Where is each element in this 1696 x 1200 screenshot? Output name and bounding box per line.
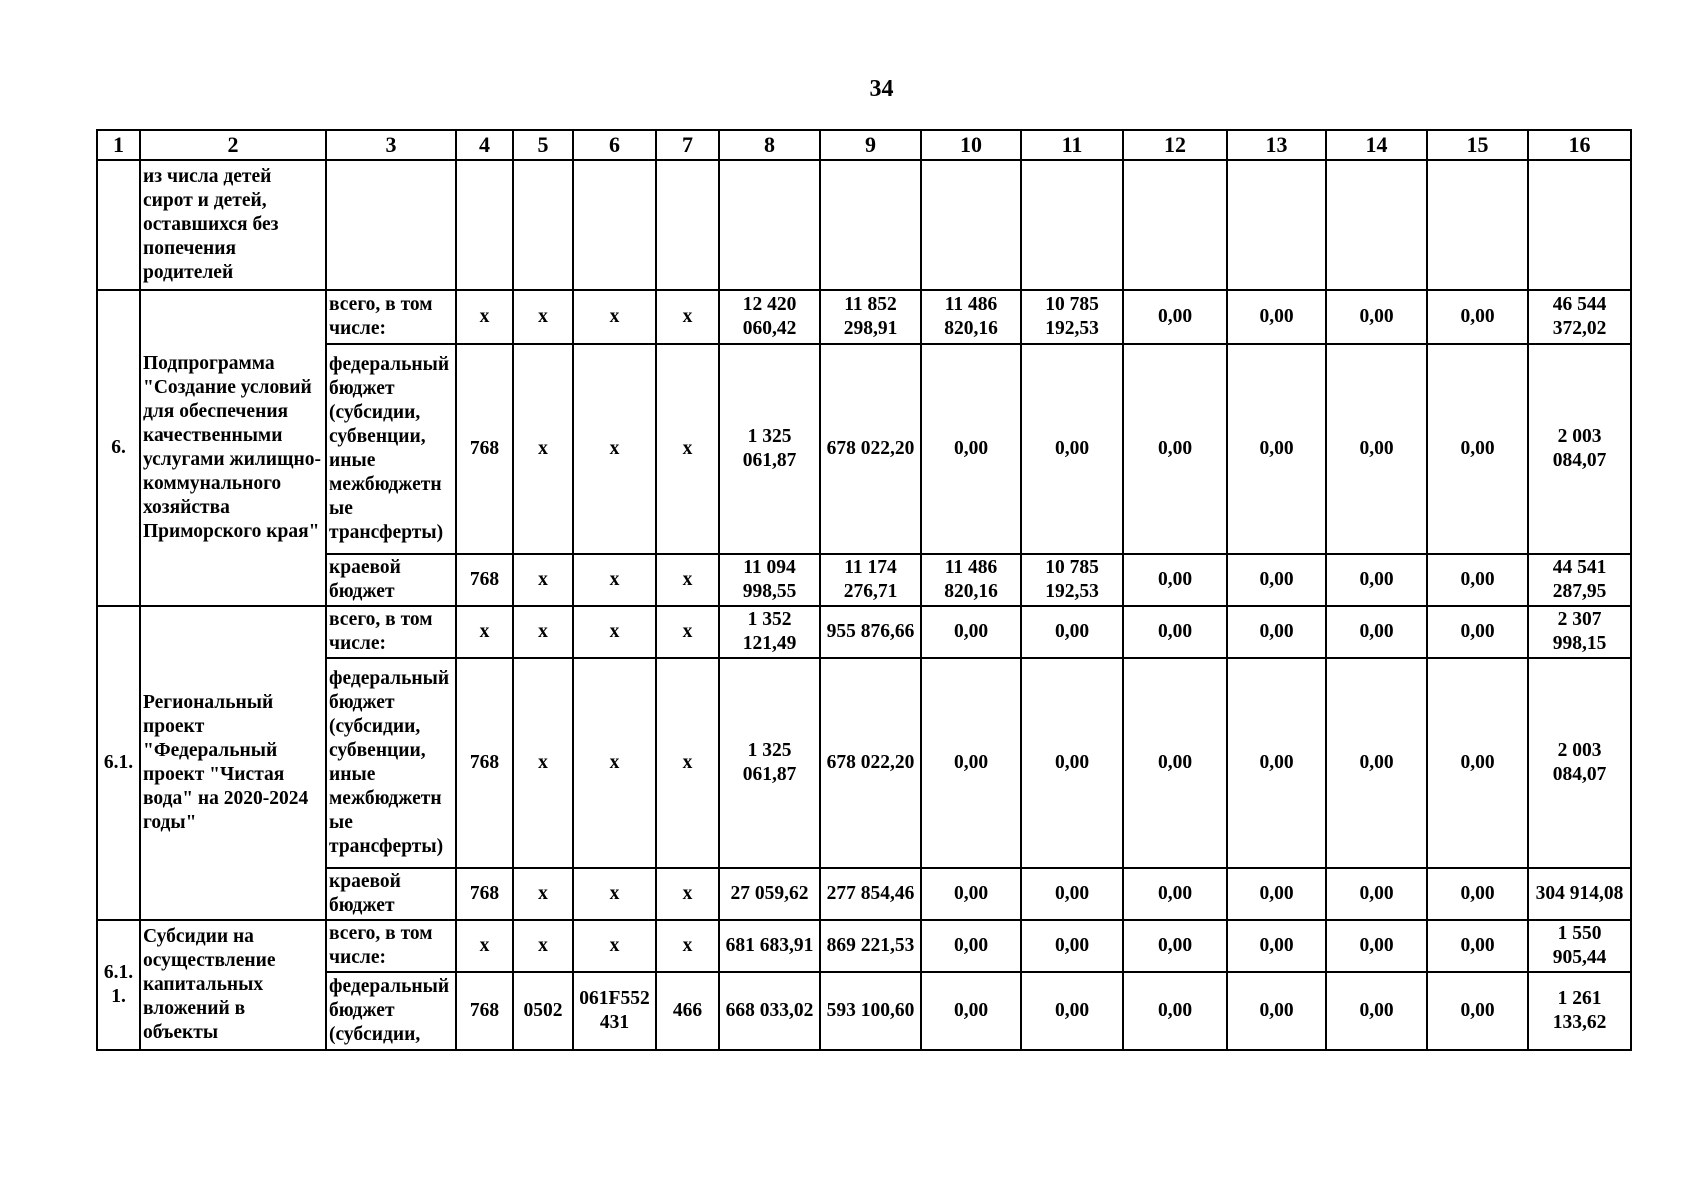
cell: 0,00 bbox=[1227, 606, 1326, 658]
cell: 0,00 bbox=[921, 972, 1021, 1050]
cell: х bbox=[656, 868, 719, 920]
cell: х bbox=[513, 868, 573, 920]
cell: 1 261 133,62 bbox=[1528, 972, 1631, 1050]
cell: 768 bbox=[456, 868, 513, 920]
cell: 668 033,02 bbox=[719, 972, 820, 1050]
cell: 0,00 bbox=[1123, 606, 1227, 658]
table-row bbox=[97, 290, 1631, 344]
cell: х bbox=[573, 658, 656, 868]
cell: х bbox=[573, 920, 656, 972]
cell: х bbox=[656, 344, 719, 554]
cell: 2 003 084,07 bbox=[1528, 344, 1631, 554]
cell: х bbox=[456, 606, 513, 658]
cell: 0,00 bbox=[1227, 972, 1326, 1050]
cell: 0,00 bbox=[921, 344, 1021, 554]
cell: х bbox=[573, 344, 656, 554]
row-number: 6.1.1. bbox=[97, 920, 140, 1050]
cell: 0,00 bbox=[1123, 658, 1227, 868]
cell: 0502 bbox=[513, 972, 573, 1050]
table-row bbox=[97, 344, 1631, 554]
cell: 0,00 bbox=[1427, 658, 1528, 868]
header-cell: 6 bbox=[573, 130, 656, 160]
cell: 0,00 bbox=[1227, 920, 1326, 972]
budget-source: краевой бюджет bbox=[326, 868, 456, 920]
budget-source: федеральный бюджет (субсидии, bbox=[326, 972, 456, 1050]
cell: 2 003 084,07 bbox=[1528, 658, 1631, 868]
cell: 0,00 bbox=[1427, 972, 1528, 1050]
header-cell: 11 bbox=[1021, 130, 1123, 160]
header-cell: 5 bbox=[513, 130, 573, 160]
cell: 11 486 820,16 bbox=[921, 290, 1021, 344]
budget-source: федеральный бюджет (субсидии, субвенции, иные межбюджетные трансферты) bbox=[326, 344, 456, 554]
cell: х bbox=[513, 344, 573, 554]
header-cell: 3 bbox=[326, 130, 456, 160]
header-cell: 4 bbox=[456, 130, 513, 160]
cell: х bbox=[573, 290, 656, 344]
cell: 0,00 bbox=[1123, 290, 1227, 344]
cell: 0,00 bbox=[1326, 658, 1427, 868]
cell: 0,00 bbox=[921, 868, 1021, 920]
header-cell: 15 bbox=[1427, 130, 1528, 160]
header-cell: 7 bbox=[656, 130, 719, 160]
row-number: 6. bbox=[97, 290, 140, 606]
header-cell: 2 bbox=[140, 130, 326, 160]
header-cell: 9 bbox=[820, 130, 921, 160]
header-cell: 12 bbox=[1123, 130, 1227, 160]
cell: 768 bbox=[456, 658, 513, 868]
header-row bbox=[97, 130, 1631, 160]
cell: 0,00 bbox=[1123, 972, 1227, 1050]
cell: 061F552431 bbox=[573, 972, 656, 1050]
cell: х bbox=[573, 606, 656, 658]
row-number: 6.1. bbox=[97, 606, 140, 920]
budget-source: всего, в том числе: bbox=[326, 606, 456, 658]
cell: 0,00 bbox=[1227, 868, 1326, 920]
table-row bbox=[97, 920, 1631, 972]
cell: 11 174 276,71 bbox=[820, 554, 921, 606]
cell: х bbox=[456, 290, 513, 344]
cell: 0,00 bbox=[1427, 344, 1528, 554]
cell: 27 059,62 bbox=[719, 868, 820, 920]
cell: 0,00 bbox=[1227, 344, 1326, 554]
cell: 768 bbox=[456, 972, 513, 1050]
budget-source: всего, в том числе: bbox=[326, 920, 456, 972]
budget-source: федеральный бюджет (субсидии, субвенции, иные межбюджетные трансферты) bbox=[326, 658, 456, 868]
cell: 0,00 bbox=[1427, 868, 1528, 920]
cell: 0,00 bbox=[1427, 606, 1528, 658]
cell: 10 785 192,53 bbox=[1021, 290, 1123, 344]
cell: 869 221,53 bbox=[820, 920, 921, 972]
cell: 0,00 bbox=[1427, 290, 1528, 344]
cell: 0,00 bbox=[1021, 972, 1123, 1050]
cell: 1 325 061,87 bbox=[719, 658, 820, 868]
cell: 0,00 bbox=[921, 658, 1021, 868]
budget-table bbox=[96, 129, 1632, 1051]
header-cell: 16 bbox=[1528, 130, 1631, 160]
cell: 304 914,08 bbox=[1528, 868, 1631, 920]
cell: х bbox=[656, 554, 719, 606]
cell: х bbox=[656, 290, 719, 344]
cell: 11 852 298,91 bbox=[820, 290, 921, 344]
cell: 0,00 bbox=[1326, 972, 1427, 1050]
cell: 768 bbox=[456, 554, 513, 606]
row-name: из числа детей сирот и детей, оставшихся без попечения родителей bbox=[140, 160, 326, 290]
cell: 0,00 bbox=[1427, 920, 1528, 972]
cell: 1 352 121,49 bbox=[719, 606, 820, 658]
row-name: Подпрограмма "Создание условий для обеспечения качественными услугами жилищно-коммунального хозяйства Приморского края" bbox=[140, 290, 326, 606]
cell: х bbox=[573, 554, 656, 606]
cell: 0,00 bbox=[1227, 658, 1326, 868]
cell: х bbox=[513, 606, 573, 658]
cell: 678 022,20 bbox=[820, 658, 921, 868]
table-row bbox=[97, 606, 1631, 658]
cell: 0,00 bbox=[1123, 920, 1227, 972]
row-name: Региональный проект "Федеральный проект "Чистая вода" на 2020-2024 годы" bbox=[140, 606, 326, 920]
cell: 2 307 998,15 bbox=[1528, 606, 1631, 658]
cell: 0,00 bbox=[1326, 554, 1427, 606]
table-row bbox=[97, 868, 1631, 920]
cell: 0,00 bbox=[921, 606, 1021, 658]
cell: х bbox=[656, 606, 719, 658]
cell: х bbox=[573, 868, 656, 920]
cell: 0,00 bbox=[1021, 606, 1123, 658]
cell: 0,00 bbox=[1123, 554, 1227, 606]
cell: 277 854,46 bbox=[820, 868, 921, 920]
cell: 678 022,20 bbox=[820, 344, 921, 554]
header-cell: 14 bbox=[1326, 130, 1427, 160]
cell: 955 876,66 bbox=[820, 606, 921, 658]
cell: 12 420 060,42 bbox=[719, 290, 820, 344]
header-cell: 1 bbox=[97, 130, 140, 160]
cell: 0,00 bbox=[1021, 868, 1123, 920]
header-cell: 10 bbox=[921, 130, 1021, 160]
row-number bbox=[97, 160, 140, 290]
table-row bbox=[97, 658, 1631, 868]
cell: 0,00 bbox=[1326, 344, 1427, 554]
cell: 768 bbox=[456, 344, 513, 554]
cell: 0,00 bbox=[1227, 554, 1326, 606]
cell: х bbox=[456, 920, 513, 972]
cell: 0,00 bbox=[1021, 344, 1123, 554]
cell: 0,00 bbox=[1326, 920, 1427, 972]
table-row bbox=[97, 554, 1631, 606]
header-cell: 8 bbox=[719, 130, 820, 160]
cell: 44 541 287,95 bbox=[1528, 554, 1631, 606]
cell: 593 100,60 bbox=[820, 972, 921, 1050]
cell: 0,00 bbox=[1326, 290, 1427, 344]
cell: х bbox=[513, 554, 573, 606]
cell: 0,00 bbox=[1326, 868, 1427, 920]
page-number: 34 bbox=[869, 76, 894, 102]
cell: 11 486 820,16 bbox=[921, 554, 1021, 606]
header-cell: 13 bbox=[1227, 130, 1326, 160]
cell: 11 094 998,55 bbox=[719, 554, 820, 606]
cell: 1 550 905,44 bbox=[1528, 920, 1631, 972]
budget-source: краевой бюджет bbox=[326, 554, 456, 606]
cell: х bbox=[513, 658, 573, 868]
cell: х bbox=[656, 658, 719, 868]
cell: 0,00 bbox=[1227, 290, 1326, 344]
cell: х bbox=[513, 920, 573, 972]
cell: 0,00 bbox=[1021, 920, 1123, 972]
cell: 0,00 bbox=[1123, 868, 1227, 920]
cell: х bbox=[656, 920, 719, 972]
cell: 0,00 bbox=[1021, 658, 1123, 868]
cell: 0,00 bbox=[1123, 344, 1227, 554]
cell: 0,00 bbox=[921, 920, 1021, 972]
cell: х bbox=[513, 290, 573, 344]
budget-source: всего, в том числе: bbox=[326, 290, 456, 344]
cell: 681 683,91 bbox=[719, 920, 820, 972]
table-row bbox=[97, 160, 1631, 290]
cell: 46 544 372,02 bbox=[1528, 290, 1631, 344]
table-row bbox=[97, 972, 1631, 1050]
cell: 0,00 bbox=[1427, 554, 1528, 606]
row-name: Субсидии на осуществление капитальных вложений в объекты bbox=[140, 920, 326, 1050]
cell: 10 785 192,53 bbox=[1021, 554, 1123, 606]
cell: 1 325 061,87 bbox=[719, 344, 820, 554]
cell: 466 bbox=[656, 972, 719, 1050]
cell: 0,00 bbox=[1326, 606, 1427, 658]
